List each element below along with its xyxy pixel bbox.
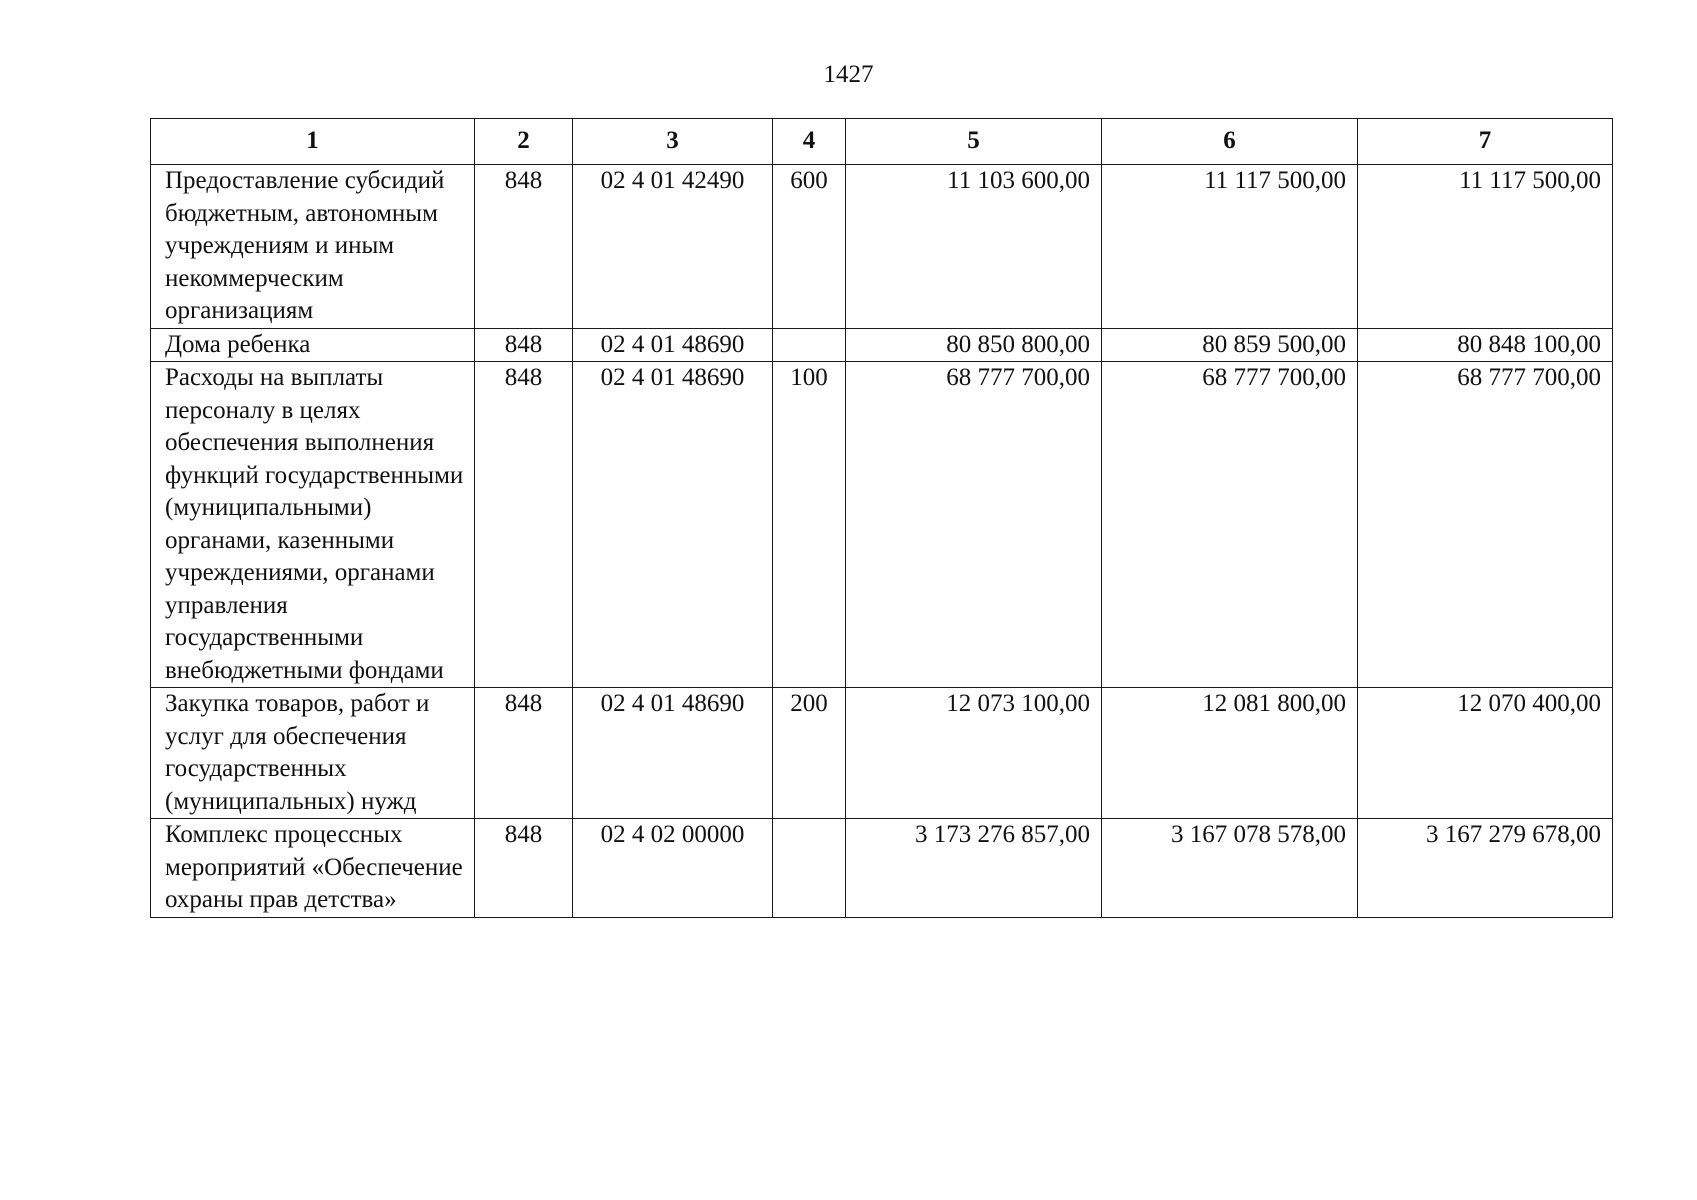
expense-type-cell: 200	[773, 688, 846, 819]
amount-cell: 68 777 700,00	[1102, 362, 1358, 688]
amount-cell: 12 073 100,00	[846, 688, 1102, 819]
target-article-cell: 02 4 01 42490	[573, 165, 773, 329]
column-header: 6	[1102, 119, 1358, 165]
amount-cell: 80 859 500,00	[1102, 328, 1358, 362]
row-name-cell: Комплекс процессных мероприятий «Обеспечение охраны прав детства»	[151, 819, 475, 918]
column-header: 1	[151, 119, 475, 165]
amount-cell: 11 103 600,00	[846, 165, 1102, 329]
expense-type-cell: 600	[773, 165, 846, 329]
ministry-code-cell: 848	[475, 165, 573, 329]
column-header: 5	[846, 119, 1102, 165]
table-row	[151, 362, 1613, 688]
row-name-cell: Дома ребенка	[151, 328, 475, 362]
table-row	[151, 165, 1613, 329]
row-name-cell: Расходы на выплаты персоналу в целях обеспечения выполнения функций государственными (муниципальными) органами, казенными учреждениями, органами управления государственными внебюджетными фондами	[151, 362, 475, 688]
ministry-code-cell: 848	[475, 362, 573, 688]
table-row	[151, 819, 1613, 918]
amount-cell: 68 777 700,00	[846, 362, 1102, 688]
amount-cell: 80 850 800,00	[846, 328, 1102, 362]
expense-type-cell	[773, 819, 846, 918]
target-article-cell: 02 4 01 48690	[573, 362, 773, 688]
row-name-cell: Закупка товаров, работ и услуг для обеспечения государственных (муниципальных) нужд	[151, 688, 475, 819]
amount-cell: 80 848 100,00	[1358, 328, 1613, 362]
page-number: 1427	[823, 61, 874, 88]
amount-cell: 11 117 500,00	[1358, 165, 1613, 329]
budget-table	[150, 118, 1613, 918]
row-name-cell: Предоставление субсидий бюджетным, автономным учреждениям и иным некоммерческим организациям	[151, 165, 475, 329]
amount-cell: 12 081 800,00	[1102, 688, 1358, 819]
amount-cell: 3 167 078 578,00	[1102, 819, 1358, 918]
expense-type-cell: 100	[773, 362, 846, 688]
amount-cell: 68 777 700,00	[1358, 362, 1613, 688]
column-header: 7	[1358, 119, 1613, 165]
column-header: 4	[773, 119, 846, 165]
table-header-row	[151, 119, 1613, 165]
amount-cell: 3 173 276 857,00	[846, 819, 1102, 918]
table-row	[151, 328, 1613, 362]
column-header: 2	[475, 119, 573, 165]
ministry-code-cell: 848	[475, 819, 573, 918]
target-article-cell: 02 4 02 00000	[573, 819, 773, 918]
expense-type-cell	[773, 328, 846, 362]
amount-cell: 3 167 279 678,00	[1358, 819, 1613, 918]
amount-cell: 11 117 500,00	[1102, 165, 1358, 329]
ministry-code-cell: 848	[475, 328, 573, 362]
column-header: 3	[573, 119, 773, 165]
target-article-cell: 02 4 01 48690	[573, 328, 773, 362]
ministry-code-cell: 848	[475, 688, 573, 819]
target-article-cell: 02 4 01 48690	[573, 688, 773, 819]
amount-cell: 12 070 400,00	[1358, 688, 1613, 819]
table-row	[151, 688, 1613, 819]
